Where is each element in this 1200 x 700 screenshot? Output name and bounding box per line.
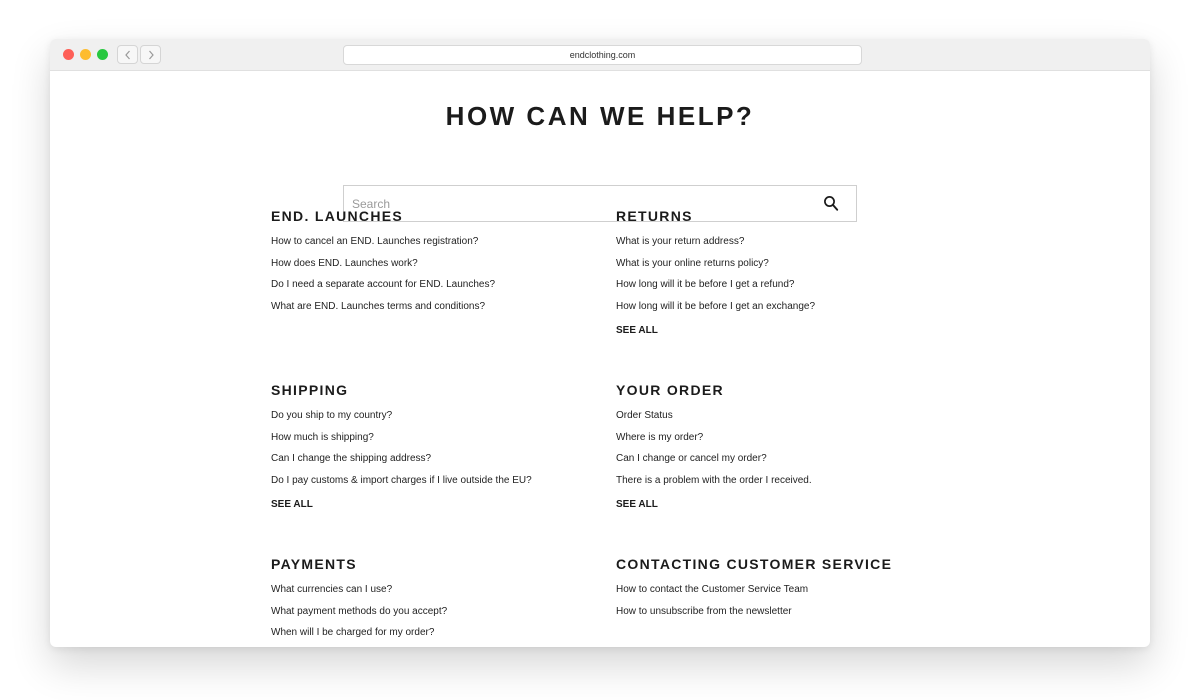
section-shipping: [271, 382, 601, 510]
faq-link[interactable]: How long will it be before I get a refund?: [616, 279, 795, 290]
chevron-left-icon: [124, 50, 132, 60]
see-all-shipping-link[interactable]: SEE ALL: [271, 499, 313, 510]
forward-button[interactable]: [140, 45, 161, 64]
section-heading: RETURNS: [616, 208, 693, 224]
faq-link[interactable]: How to cancel an END. Launches registration?: [271, 236, 479, 247]
section-heading: CONTACTING CUSTOMER SERVICE: [616, 556, 893, 572]
section-contacting-customer-service: [616, 556, 946, 622]
close-window-button[interactable]: [63, 49, 74, 60]
faq-list: [271, 405, 601, 491]
chevron-right-icon: [147, 50, 155, 60]
faq-link[interactable]: How to contact the Customer Service Team: [616, 584, 809, 595]
section-returns: [616, 208, 946, 336]
section-heading: YOUR ORDER: [616, 382, 724, 398]
faq-link[interactable]: Order Status: [616, 410, 673, 421]
browser-titlebar: [50, 39, 1150, 71]
faq-link[interactable]: Can I change or cancel my order?: [616, 453, 767, 464]
minimize-window-button[interactable]: [80, 49, 91, 60]
faq-link[interactable]: What currencies can I use?: [271, 584, 393, 595]
section-heading: END. LAUNCHES: [271, 208, 404, 224]
address-bar[interactable]: endclothing.com: [343, 45, 862, 65]
browser-window: [50, 39, 1150, 647]
faq-list: [271, 231, 601, 317]
faq-link[interactable]: How to unsubscribe from the newsletter: [616, 605, 792, 617]
faq-list: [616, 231, 946, 317]
faq-list: [616, 405, 946, 491]
faq-list: [271, 579, 601, 644]
faq-link[interactable]: Do I need a separate account for END. Launches?: [271, 279, 496, 290]
faq-link[interactable]: Do you ship to my country?: [271, 410, 393, 421]
section-heading: SHIPPING: [271, 382, 349, 398]
section-payments: [271, 556, 601, 644]
faq-link[interactable]: What are END. Launches terms and conditions?: [271, 300, 485, 312]
page-title: HOW CAN WE HELP?: [445, 101, 755, 131]
see-all-returns-link[interactable]: SEE ALL: [616, 325, 658, 336]
section-end-launches: [271, 208, 601, 317]
faq-link[interactable]: What is your return address?: [616, 236, 745, 247]
faq-link[interactable]: When will I be charged for my order?: [271, 627, 435, 638]
zoom-window-button[interactable]: [97, 49, 108, 60]
see-all-order-link[interactable]: SEE ALL: [616, 499, 658, 510]
back-button[interactable]: [117, 45, 138, 64]
faq-list: [616, 579, 946, 622]
help-page: [50, 71, 1150, 647]
faq-link[interactable]: There is a problem with the order I received.: [616, 474, 812, 486]
faq-link[interactable]: How long will it be before I get an exchange?: [616, 300, 816, 312]
faq-link[interactable]: Do I pay customs & import charges if I live outside the EU?: [271, 474, 532, 486]
section-heading: PAYMENTS: [271, 556, 357, 572]
faq-link[interactable]: Can I change the shipping address?: [271, 453, 432, 464]
section-your-order: [616, 382, 946, 510]
faq-link[interactable]: What payment methods do you accept?: [271, 605, 448, 617]
faq-link[interactable]: How much is shipping?: [271, 431, 374, 443]
faq-link[interactable]: What is your online returns policy?: [616, 257, 769, 269]
faq-link[interactable]: How does END. Launches work?: [271, 257, 418, 269]
faq-link[interactable]: Where is my order?: [616, 431, 704, 443]
